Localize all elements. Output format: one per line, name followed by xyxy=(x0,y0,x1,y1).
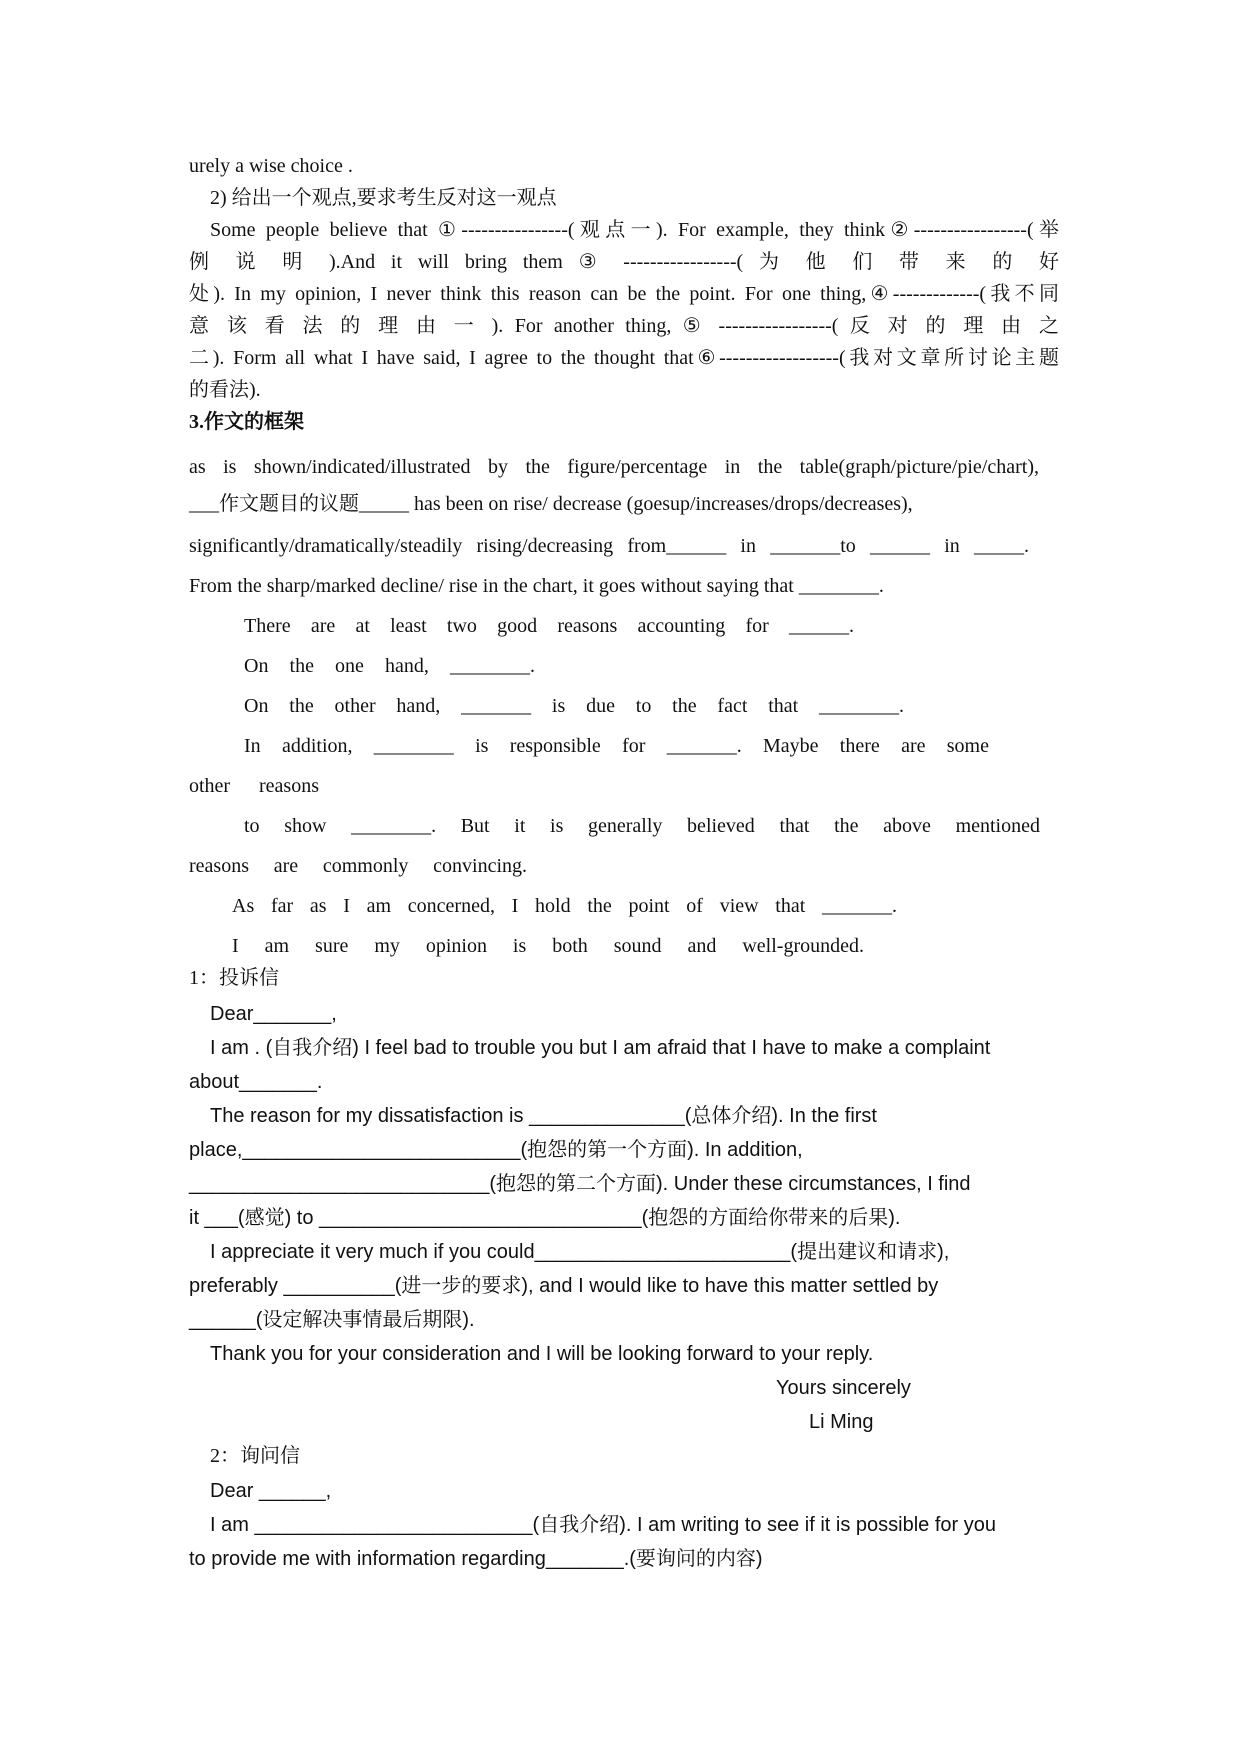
text-line: 二). Form all what I have said, I agree to the thought that⑥------------------(我对文章所讨论主题 xyxy=(189,347,1059,369)
text-line: ______(设定解决事情最后期限). xyxy=(189,1309,475,1331)
text-line: ___作文题目的议题_____ has been on rise/ decrease (goesup/increases/drops/decreases), xyxy=(189,493,913,515)
text-line: 2) 给出一个观点,要求考生反对这一观点 xyxy=(210,187,557,209)
text-line: Some people believe that ①----------------(观点一). For example, they think②-----------------(举 xyxy=(210,219,1059,241)
text-line: 例 说 明 ).And it will bring them ③ -----------------( 为 他 们 带 来 的 好 xyxy=(189,251,1059,273)
text-line: I appreciate it very much if you could_______________________(提出建议和请求), xyxy=(210,1241,950,1263)
text-line: I am sure my opinion is both sound and well-grounded. xyxy=(232,935,864,957)
text-line: 处). In my opinion, I never think this reason can be the point. For one thing,④-------------(我不同 xyxy=(189,283,1059,305)
text-line: As far as I am concerned, I hold the point of view that _______. xyxy=(232,895,897,917)
section-heading: 3.作文的框架 xyxy=(189,411,304,433)
text-line: From the sharp/marked decline/ rise in the chart, it goes without saying that ________. xyxy=(189,575,884,597)
letter-greeting: Dear_______, xyxy=(210,1003,337,1025)
text-line: preferably __________(进一步的要求), and I would like to have this matter settled by xyxy=(189,1275,939,1297)
text-line: urely a wise choice . xyxy=(189,155,353,177)
text-line: In addition, ________ is responsible for _______. Maybe there are some xyxy=(244,735,989,757)
text-line: significantly/dramatically/steadily rising/decreasing from______ in _______to ______ in _____. xyxy=(189,535,1029,557)
text-line: Thank you for your consideration and I will be looking forward to your reply. xyxy=(210,1343,874,1365)
text-line: I am . (自我介绍) I feel bad to trouble you but I am afraid that I have to make a complaint xyxy=(210,1037,991,1059)
text-line: place,_________________________(抱怨的第一个方面). In addition, xyxy=(189,1139,803,1161)
text-line: to provide me with information regarding_______.(要询问的内容) xyxy=(189,1548,763,1570)
text-line: ___________________________(抱怨的第二个方面). Under these circumstances, I find xyxy=(189,1173,971,1195)
text-line: I am _________________________(自我介绍). I am writing to see if it is possible for you xyxy=(210,1514,996,1536)
text-line: On the one hand, ________. xyxy=(244,655,535,677)
text-line: There are at least two good reasons accounting for ______. xyxy=(244,615,854,637)
letter-title: 2：询问信 xyxy=(210,1445,300,1467)
text-line: as is shown/indicated/illustrated by the figure/percentage in the table(graph/picture/pie/chart), xyxy=(189,456,1039,478)
text-line: 意 该 看 法 的 理 由 一 ). For another thing, ⑤ -----------------( 反 对 的 理 由 之 xyxy=(189,315,1059,337)
text-line: 的看法). xyxy=(189,379,261,401)
text-line: it ___(感觉) to _____________________________(抱怨的方面给你带来的后果). xyxy=(189,1207,901,1229)
text-line: other reasons xyxy=(189,775,319,797)
letter-title: 1：投诉信 xyxy=(189,967,279,989)
text-line: about_______. xyxy=(189,1071,323,1093)
letter-greeting: Dear ______, xyxy=(210,1480,332,1502)
text-line: The reason for my dissatisfaction is ______________(总体介绍). In the first xyxy=(210,1105,877,1127)
text-line: reasons are commonly convincing. xyxy=(189,855,527,877)
letter-closing: Yours sincerely xyxy=(776,1377,911,1399)
text-line: On the other hand, _______ is due to the fact that ________. xyxy=(244,695,904,717)
text-line: to show ________. But it is generally believed that the above mentioned xyxy=(244,815,1040,837)
letter-signature: Li Ming xyxy=(809,1411,874,1433)
